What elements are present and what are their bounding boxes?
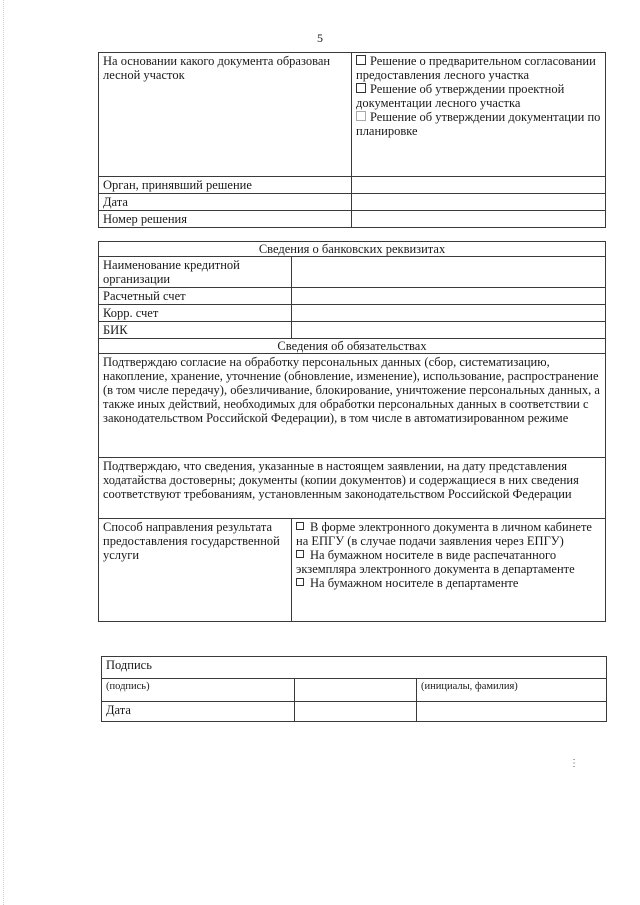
delivery-option-label: На бумажном носителе в департаменте [310,576,519,590]
field-label: Наименование кредитной организации [99,257,292,288]
field-label: Дата [99,194,352,211]
consent-text: Подтверждаю согласие на обработку персональных данных (сбор, систематизацию, накопление, хранение, уточнение (обновление, изменение), использование, распространение (в том числе передачу), обезличивание, блокирование, уничтожение персональных данных, а также иных действий, необходимых для обработки персональных данных в соответствии с законодательством Российской Федерации), в том числе в автоматизированном режиме [99,354,606,458]
sign-field[interactable] [295,679,417,702]
table-row [99,305,606,322]
table-row [99,177,606,194]
scan-speck: ⋮ [569,758,579,769]
sign-caption: (подпись) [102,679,295,702]
table-row [99,288,606,305]
page-edge-dots [3,0,5,905]
delivery-row [99,519,606,622]
name-caption: (инициалы, фамилия) [417,679,607,702]
signature-table [101,656,607,722]
delivery-option[interactable] [296,576,601,590]
bank-obligations-table [98,241,606,622]
table-row [99,257,606,288]
field-label: Корр. счет [99,305,292,322]
basis-option-label: Решение о предварительном согласовании предоставления лесного участка [356,54,596,82]
basis-question: На основании какого документа образован лесной участок [99,53,352,177]
field-label: Номер решения [99,211,352,228]
field-value[interactable] [292,322,606,339]
basis-option[interactable] [356,82,601,110]
date-field[interactable] [295,702,417,722]
date-row [102,702,607,722]
checkbox-icon[interactable] [356,83,366,93]
bank-section-title: Сведения о банковских реквизитах [99,242,606,257]
field-label: Орган, принявший решение [99,177,352,194]
confirm-row [99,458,606,519]
field-label: БИК [99,322,292,339]
basis-option[interactable] [356,54,601,82]
basis-option-label: Решение об утверждении проектной документации лесного участка [356,82,565,110]
delivery-options [292,519,606,622]
date-extra-field[interactable] [417,702,607,722]
table-row [99,211,606,228]
date-label: Дата [102,702,295,722]
obligations-header-row [99,339,606,354]
consent-row [99,354,606,458]
table-row [99,194,606,211]
delivery-option[interactable] [296,520,601,548]
signature-row [102,679,607,702]
field-value[interactable] [352,177,606,194]
table-row [99,322,606,339]
confirm-text: Подтверждаю, что сведения, указанные в настоящем заявлении, на дату представления ходатайства достоверны; документы (копии документов) и содержащиеся в них сведения соответствуют требованиям, установленным законодательством Российской Федерации [99,458,606,519]
basis-options [352,53,606,177]
checkbox-icon[interactable] [356,111,366,121]
delivery-option-label: В форме электронного документа в личном кабинете на ЕПГУ (в случае подачи заявления через ЕПГУ) [296,520,592,548]
checkbox-icon[interactable] [296,550,304,558]
basis-option-label: Решение об утверждении документации по планировке [356,110,601,138]
page-number: 5 [317,31,323,45]
signature-header-row [102,657,607,679]
delivery-option-label: На бумажном носителе в виде распечатанного экземпляра электронного документа в департаменте [296,548,575,576]
obligations-section-title: Сведения об обязательствах [99,339,606,354]
checkbox-icon[interactable] [296,578,304,586]
field-value[interactable] [352,211,606,228]
basis-row [99,53,606,177]
checkbox-icon[interactable] [356,55,366,65]
bank-header-row [99,242,606,257]
delivery-option[interactable] [296,548,601,576]
signature-label: Подпись [102,657,607,679]
checkbox-icon[interactable] [296,522,304,530]
delivery-label: Способ направления результата предоставления государственной услуги [99,519,292,622]
field-label: Расчетный счет [99,288,292,305]
basis-option[interactable] [356,110,601,138]
field-value[interactable] [352,194,606,211]
field-value[interactable] [292,305,606,322]
field-value[interactable] [292,288,606,305]
field-value[interactable] [292,257,606,288]
decision-table [98,52,606,228]
